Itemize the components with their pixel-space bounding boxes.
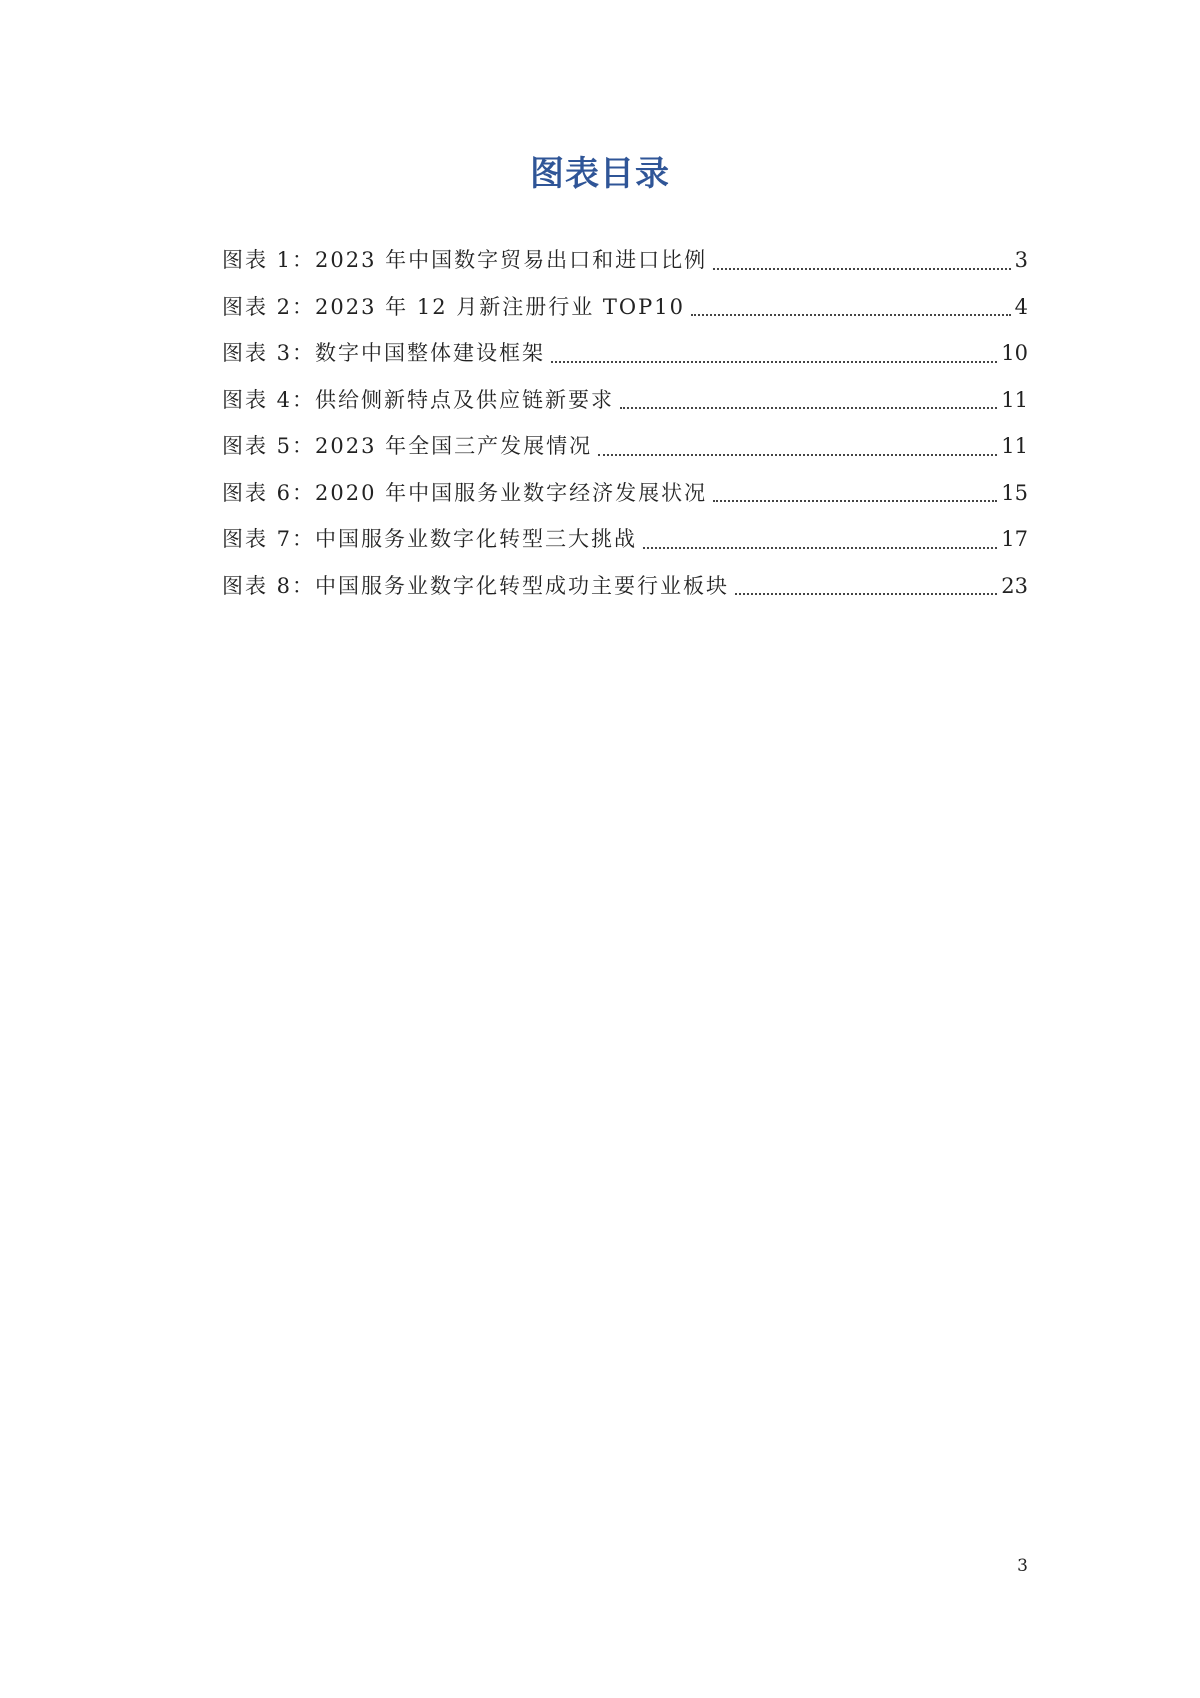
toc-entry[interactable] bbox=[222, 573, 1028, 620]
toc-entry-page: 11 bbox=[1001, 387, 1028, 412]
toc-entry[interactable] bbox=[222, 340, 1028, 387]
toc-entry-page: 10 bbox=[1001, 341, 1028, 365]
toc-leader-dots bbox=[735, 593, 997, 595]
toc-entry[interactable] bbox=[222, 433, 1028, 480]
toc-entry-label: 图表 2：2023 年 12 月新注册行业 TOP10 bbox=[222, 294, 685, 319]
toc-entry-label: 图表 3：数字中国整体建设框架 bbox=[222, 341, 546, 365]
toc-leader-dots bbox=[691, 314, 1011, 316]
toc-leader-dots bbox=[598, 454, 997, 456]
page-title: 图表目录 bbox=[530, 154, 670, 194]
toc-entry[interactable] bbox=[222, 480, 1028, 527]
toc-entry-page: 15 bbox=[1001, 480, 1028, 505]
toc-leader-dots bbox=[713, 500, 997, 502]
toc-entry[interactable] bbox=[222, 247, 1028, 294]
toc-leader-dots bbox=[713, 268, 1010, 270]
toc-entry-label: 图表 1：2023 年中国数字贸易出口和进口比例 bbox=[222, 248, 708, 272]
toc-entry-page: 17 bbox=[1001, 527, 1028, 551]
toc-entry-label: 图表 7：中国服务业数字化转型三大挑战 bbox=[222, 527, 638, 551]
toc-entry[interactable] bbox=[222, 387, 1028, 434]
toc-entry-label: 图表 6：2020 年中国服务业数字经济发展状况 bbox=[222, 480, 708, 505]
toc-entry-label: 图表 5：2023 年全国三产发展情况 bbox=[222, 434, 593, 458]
toc-entry-page: 23 bbox=[1001, 573, 1028, 598]
toc-entry-page: 3 bbox=[1014, 248, 1028, 272]
toc-entry-page: 11 bbox=[1001, 434, 1028, 458]
toc-entry[interactable] bbox=[222, 526, 1028, 573]
table-of-figures bbox=[222, 247, 1028, 619]
toc-entry-label: 图表 4：供给侧新特点及供应链新要求 bbox=[222, 387, 615, 412]
toc-entry-label: 图表 8：中国服务业数字化转型成功主要行业板块 bbox=[222, 573, 730, 598]
toc-leader-dots bbox=[620, 407, 997, 409]
toc-entry[interactable] bbox=[222, 294, 1028, 341]
toc-entry-page: 4 bbox=[1014, 294, 1028, 319]
page-number: 3 bbox=[1017, 1556, 1028, 1576]
toc-leader-dots bbox=[551, 361, 997, 363]
toc-leader-dots bbox=[643, 547, 997, 549]
